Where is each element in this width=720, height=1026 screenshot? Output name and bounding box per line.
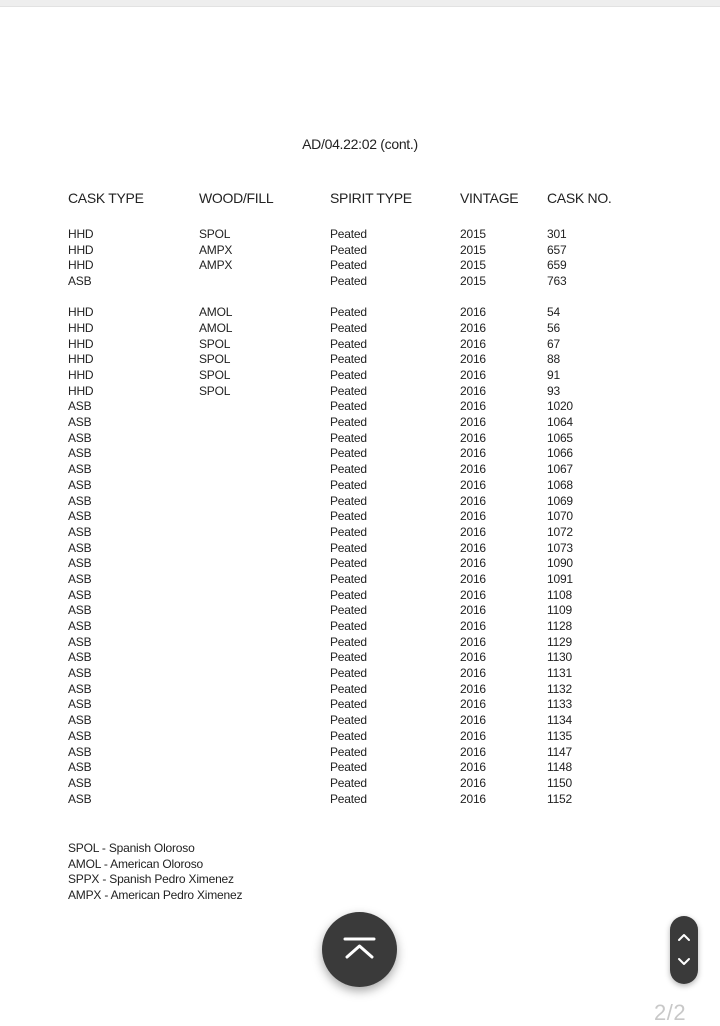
cell-spirit-type: Peated	[330, 760, 367, 775]
legend-item: SPOL - Spanish Oloroso	[68, 841, 195, 855]
table-row	[0, 321, 720, 337]
cell-spirit-type: Peated	[330, 681, 367, 696]
table-row	[0, 619, 720, 635]
cell-cask-no: 1065	[547, 430, 573, 445]
cell-cask-no: 1133	[547, 697, 573, 712]
cell-spirit-type: Peated	[330, 650, 367, 665]
cell-cask-no: 1070	[547, 509, 573, 524]
cell-wood-fill: SPOL	[199, 336, 231, 351]
cell-cask-no: 1067	[547, 462, 573, 477]
next-page-button[interactable]	[670, 950, 698, 984]
cell-cask-type: ASB	[68, 603, 92, 618]
table-row	[0, 415, 720, 431]
table-row	[0, 760, 720, 776]
table-row	[0, 509, 720, 525]
cell-spirit-type: Peated	[330, 320, 367, 335]
cell-cask-type: ASB	[68, 556, 92, 571]
cell-cask-no: 1152	[547, 791, 573, 806]
legend	[68, 841, 242, 903]
cell-spirit-type: Peated	[330, 791, 367, 806]
cell-cask-no: 1132	[547, 681, 573, 696]
cell-cask-no: 763	[547, 274, 567, 289]
cell-cask-type: ASB	[68, 760, 92, 775]
cell-spirit-type: Peated	[330, 524, 367, 539]
cell-cask-type: ASB	[68, 477, 92, 492]
cell-cask-no: 91	[547, 368, 560, 382]
table-row	[0, 446, 720, 462]
cell-vintage: 2016	[460, 619, 486, 633]
cell-cask-type: ASB	[68, 524, 92, 539]
cell-vintage: 2016	[460, 603, 486, 618]
cell-vintage: 2016	[460, 320, 486, 335]
table-row	[0, 666, 720, 682]
cell-cask-type: ASB	[68, 540, 92, 555]
cell-vintage: 2016	[460, 462, 486, 477]
cell-vintage: 2016	[460, 650, 486, 665]
table-row	[0, 384, 720, 400]
table-row	[0, 431, 720, 447]
cell-vintage: 2015	[460, 258, 486, 273]
cell-cask-type: ASB	[68, 775, 92, 790]
cell-cask-type: ASB	[68, 650, 92, 665]
page-indicator: 2/2	[654, 1000, 687, 1025]
table-row	[0, 243, 720, 259]
cell-wood-fill: AMPX	[199, 258, 233, 273]
table-row	[0, 713, 720, 729]
cask-table	[0, 227, 720, 807]
header-cask-type: CASK TYPE	[68, 190, 144, 206]
cell-cask-type: HHD	[68, 258, 94, 273]
cell-cask-type: HHD	[68, 368, 94, 382]
table-row	[0, 635, 720, 651]
cell-cask-type: HHD	[68, 242, 94, 257]
cell-cask-no: 1150	[547, 775, 573, 790]
cell-cask-no: 1066	[547, 446, 573, 461]
cell-vintage: 2016	[460, 430, 486, 445]
cell-cask-type: ASB	[68, 713, 92, 728]
cell-cask-type: ASB	[68, 462, 92, 477]
cell-spirit-type: Peated	[330, 619, 367, 633]
cell-vintage: 2016	[460, 728, 486, 743]
cell-spirit-type: Peated	[330, 775, 367, 790]
cell-spirit-type: Peated	[330, 666, 367, 681]
cell-vintage: 2016	[460, 697, 486, 712]
table-row	[0, 556, 720, 572]
cell-spirit-type: Peated	[330, 336, 367, 351]
table-row	[0, 352, 720, 368]
legend-item: AMPX - American Pedro Ximenez	[68, 887, 243, 902]
cell-vintage: 2016	[460, 666, 486, 681]
cell-cask-type: ASB	[68, 791, 92, 806]
cell-cask-no: 1129	[547, 634, 573, 649]
cell-vintage: 2016	[460, 509, 486, 524]
cell-vintage: 2016	[460, 493, 486, 508]
cell-cask-type: HHD	[68, 383, 94, 398]
table-row	[0, 258, 720, 274]
cell-cask-no: 1068	[547, 477, 573, 492]
table-row	[0, 572, 720, 588]
cell-cask-type: ASB	[68, 446, 92, 461]
cell-cask-no: 1073	[547, 540, 573, 555]
cell-vintage: 2016	[460, 681, 486, 696]
cell-spirit-type: Peated	[330, 274, 367, 289]
cell-cask-type: ASB	[68, 399, 92, 414]
cell-spirit-type: Peated	[330, 383, 367, 398]
page-title: AD/04.22:02 (cont.)	[302, 136, 418, 152]
cell-vintage: 2016	[460, 775, 486, 790]
cell-cask-no: 1064	[547, 415, 573, 430]
table-row	[0, 682, 720, 698]
table-row	[0, 745, 720, 761]
table-row	[0, 274, 720, 290]
page-navigator	[670, 916, 698, 984]
table-row	[0, 588, 720, 604]
cell-vintage: 2016	[460, 368, 486, 382]
cell-spirit-type: Peated	[330, 587, 367, 602]
table-row	[0, 478, 720, 494]
cell-cask-type: HHD	[68, 352, 94, 367]
cell-vintage: 2016	[460, 415, 486, 430]
cell-cask-no: 67	[547, 336, 560, 351]
cell-vintage: 2015	[460, 227, 486, 241]
cell-spirit-type: Peated	[330, 728, 367, 743]
cell-spirit-type: Peated	[330, 446, 367, 461]
cell-vintage: 2016	[460, 634, 486, 649]
cell-vintage: 2016	[460, 540, 486, 555]
cell-wood-fill: SPOL	[199, 352, 231, 367]
cell-vintage: 2016	[460, 571, 486, 586]
cell-cask-type: HHD	[68, 336, 94, 351]
cell-spirit-type: Peated	[330, 477, 367, 492]
cell-vintage: 2016	[460, 305, 486, 320]
cell-cask-no: 301	[547, 227, 567, 241]
cell-cask-no: 1072	[547, 524, 573, 539]
cell-vintage: 2016	[460, 446, 486, 461]
cell-wood-fill: SPOL	[199, 227, 231, 241]
cell-cask-no: 1109	[547, 603, 573, 618]
cell-wood-fill: SPOL	[199, 383, 231, 398]
cell-cask-no: 1134	[547, 713, 573, 728]
scroll-to-top-button[interactable]	[322, 912, 397, 987]
cell-cask-no: 1135	[547, 728, 573, 743]
cell-spirit-type: Peated	[330, 697, 367, 712]
table-row	[0, 337, 720, 353]
legend-item: AMOL - American Oloroso	[68, 856, 203, 871]
cell-spirit-type: Peated	[330, 305, 367, 320]
header-wood-fill: WOOD/FILL	[199, 190, 274, 206]
cell-spirit-type: Peated	[330, 415, 367, 430]
table-row	[0, 697, 720, 713]
cell-cask-no: 1128	[547, 619, 573, 633]
table-row	[0, 525, 720, 541]
table-row	[0, 305, 720, 321]
cell-cask-type: ASB	[68, 571, 92, 586]
cell-spirit-type: Peated	[330, 430, 367, 445]
cell-vintage: 2016	[460, 383, 486, 398]
cell-wood-fill: AMPX	[199, 242, 233, 257]
table-row	[0, 650, 720, 666]
header-spirit-type: SPIRIT TYPE	[330, 190, 412, 206]
cell-spirit-type: Peated	[330, 352, 367, 367]
cell-cask-type: ASB	[68, 681, 92, 696]
cell-spirit-type: Peated	[330, 242, 367, 257]
table-row	[0, 462, 720, 478]
cell-vintage: 2016	[460, 744, 486, 759]
table-row	[0, 729, 720, 745]
cell-cask-no: 54	[547, 305, 560, 320]
cell-cask-type: ASB	[68, 415, 92, 430]
cell-cask-no: 1147	[547, 744, 573, 759]
cell-cask-type: ASB	[68, 619, 92, 633]
cell-cask-type: ASB	[68, 744, 92, 759]
cell-vintage: 2016	[460, 587, 486, 602]
header-cask-no: CASK NO.	[547, 190, 612, 206]
cell-cask-no: 1108	[547, 587, 573, 602]
cell-cask-no: 1090	[547, 556, 573, 571]
cell-cask-no: 1130	[547, 650, 573, 665]
cell-spirit-type: Peated	[330, 713, 367, 728]
legend-item: SPPX - Spanish Pedro Ximenez	[68, 872, 234, 887]
cell-spirit-type: Peated	[330, 258, 367, 273]
cell-cask-type: HHD	[68, 305, 94, 320]
cell-vintage: 2016	[460, 336, 486, 351]
cell-vintage: 2016	[460, 477, 486, 492]
cell-cask-type: ASB	[68, 587, 92, 602]
cell-vintage: 2016	[460, 399, 486, 414]
header-vintage: VINTAGE	[460, 190, 519, 206]
cell-vintage: 2015	[460, 242, 486, 257]
cell-cask-no: 1148	[547, 760, 573, 775]
cell-spirit-type: Peated	[330, 509, 367, 524]
cell-cask-type: ASB	[68, 697, 92, 712]
cell-cask-type: ASB	[68, 728, 92, 743]
chevron-up-icon	[670, 916, 698, 950]
cell-cask-no: 56	[547, 320, 560, 335]
cell-vintage: 2016	[460, 760, 486, 775]
cell-cask-no: 93	[547, 383, 560, 398]
cell-cask-type: ASB	[68, 493, 92, 508]
cell-spirit-type: Peated	[330, 556, 367, 571]
cell-wood-fill: AMOL	[199, 305, 233, 320]
table-row	[0, 399, 720, 415]
cell-spirit-type: Peated	[330, 462, 367, 477]
scroll-to-top-icon	[322, 912, 397, 987]
cell-cask-no: 659	[547, 258, 567, 273]
table-row	[0, 368, 720, 384]
cell-spirit-type: Peated	[330, 571, 367, 586]
cell-cask-no: 1069	[547, 493, 573, 508]
table-row	[0, 792, 720, 808]
cell-cask-no: 1020	[547, 399, 573, 414]
cell-wood-fill: AMOL	[199, 320, 233, 335]
cell-cask-no: 88	[547, 352, 560, 367]
cell-vintage: 2015	[460, 274, 486, 289]
cell-spirit-type: Peated	[330, 634, 367, 649]
cell-cask-no: 1131	[547, 666, 573, 681]
cell-cask-type: ASB	[68, 666, 92, 681]
cell-spirit-type: Peated	[330, 399, 367, 414]
table-row	[0, 494, 720, 510]
cell-vintage: 2016	[460, 713, 486, 728]
cell-spirit-type: Peated	[330, 368, 367, 382]
cell-cask-no: 657	[547, 242, 567, 257]
table-row	[0, 603, 720, 619]
cell-spirit-type: Peated	[330, 603, 367, 618]
table-row	[0, 776, 720, 792]
cell-cask-type: ASB	[68, 509, 92, 524]
cell-spirit-type: Peated	[330, 744, 367, 759]
cell-vintage: 2016	[460, 352, 486, 367]
cell-spirit-type: Peated	[330, 227, 367, 241]
table-row	[0, 227, 720, 243]
cell-vintage: 2016	[460, 556, 486, 571]
cell-cask-type: ASB	[68, 430, 92, 445]
cell-cask-type: ASB	[68, 274, 92, 289]
cell-spirit-type: Peated	[330, 540, 367, 555]
table-row	[0, 541, 720, 557]
cell-cask-type: ASB	[68, 634, 92, 649]
previous-page-button[interactable]	[670, 916, 698, 950]
cell-wood-fill: SPOL	[199, 368, 231, 382]
cell-cask-no: 1091	[547, 571, 573, 586]
cell-cask-type: HHD	[68, 227, 94, 241]
cell-vintage: 2016	[460, 791, 486, 806]
cell-cask-type: HHD	[68, 320, 94, 335]
cell-spirit-type: Peated	[330, 493, 367, 508]
cell-vintage: 2016	[460, 524, 486, 539]
chevron-down-icon	[670, 950, 698, 984]
